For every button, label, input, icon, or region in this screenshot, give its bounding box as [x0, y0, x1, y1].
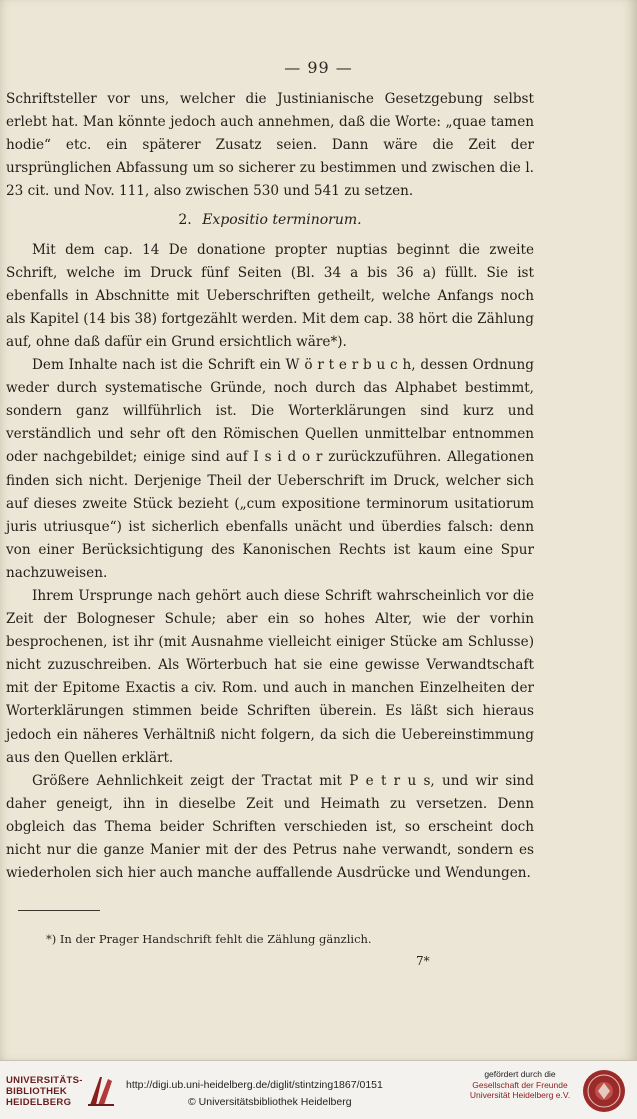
sponsor-line-2: Universität Heidelberg e.V.	[469, 1090, 571, 1100]
university-seal-icon	[582, 1069, 626, 1113]
footnote: *) In der Prager Handschrift fehlt die Zählung gänzlich.	[46, 932, 372, 946]
library-logo-icon[interactable]	[86, 1073, 116, 1107]
sponsor-line-1: Gesellschaft der Freunde	[472, 1079, 568, 1090]
permalink-url[interactable]: http://digi.ub.uni-heidelberg.de/diglit/stintzing1867/0151	[126, 1079, 383, 1091]
section-heading	[6, 209, 534, 232]
paragraph-3: Dem Inhalte nach ist die Schrift ein W ö r t e r b u c h, dessen Ordnung weder durch systematische Gründe, noch durch das Alphabet bestimmt, sondern ganz willführlich ist. Die Worterklärungen sind kurz und verständlich und sehr oft den Römischen Quellen unmittelbar entnommen oder nachgebildet; einige sind auf I s i d o r zurückzuführen. Allegationen finden sich nicht. Derjenige Theil der Ueberschrift im Druck, welcher sich auf dieses zweite Stück bezieht („cum expositione terminorum usitatiorum juris utriusque“) ist sicherlich ebenfalls unächt und überdies falsch: denn von einer Berücksichtigung des Kanonischen Rechts ist kaum eine Spur nachzuweisen.	[6, 357, 534, 581]
paragraph-1: Schriftsteller vor uns, welcher die Justinianische Gesetzgebung selbst erlebt hat. Man könnte jedoch auch annehmen, daß die Worte: „quae tamen hodie“ etc. ein späterer Zusatz seien. Dann wäre die Zeit der ursprünglichen Abfassung um so sicherer zu bestimmen und zwischen die l. 23 cit. und Nov. 111, also zwischen 530 und 541 zu setzen.	[6, 91, 534, 200]
library-name-line-2: BIBLIOTHEK	[6, 1086, 68, 1097]
body-text	[6, 88, 534, 885]
paragraph-4: Ihrem Ursprunge nach gehört auch diese Schrift wahrscheinlich vor die Zeit der Bologneser Schule; aber ein so hohes Alter, wie der vorhin besprochenen, ist ihr (mit Ausnahme vielleicht einiger Stücke am Schlusse) nicht zuzuschreiben. Als Wörterbuch hat sie eine gewisse Verwandtschaft mit der Epitome Exactis a civ. Rom. und auch in manchen Einzelheiten der Worterklärungen stimmen beide Schriften überein. Es läßt sich hieraus jedoch ein näheres Verhältniß nicht folgern, da sich die Uebereinstimmung aus den Quellen erklärt.	[6, 587, 534, 766]
section-title: Expositio terminorum.	[202, 212, 362, 229]
sponsor-by: gefördert durch die	[484, 1069, 556, 1079]
library-name-line-1: UNIVERSITÄTS-	[6, 1075, 83, 1086]
copyright-notice: © Universitätsbibliothek Heidelberg	[188, 1096, 352, 1108]
sponsor-credit[interactable]	[464, 1069, 576, 1101]
paragraph-2: Mit dem cap. 14 De donatione propter nuptias beginnt die zweite Schrift, welche im Druck fünf Seiten (Bl. 34 a bis 36 a) füllt. Sie ist ebenfalls in Abschnitte mit Ueberschriften getheilt, welche Anfangs noch als Kapitel (14 bis 38) fortgezählt werden. Mit dem cap. 38 hört die Zählung auf, ohne daß dafür ein Grund ersichtlich wäre*).	[6, 241, 535, 350]
viewer-footer	[0, 1060, 637, 1119]
paragraph-5: Größere Aehnlichkeit zeigt der Tractat mit P e t r u s, und wir sind daher geneigt, ihn in dieselbe Zeit und Heimath zu versetzen. Denn obgleich das Thema beider Schriften verschieden ist, so erscheint doch nicht nur die ganze Manier mit der des Petrus nahe verwandt, sondern es wiederholen sich hier auch manche auffallende Ausdrücke und Wendungen.	[6, 772, 534, 882]
printer-signature: 7*	[416, 954, 430, 968]
footnote-rule	[18, 910, 100, 911]
library-name[interactable]	[6, 1075, 86, 1108]
section-number: 2.	[178, 212, 192, 229]
library-name-line-3: HEIDELBERG	[6, 1097, 72, 1108]
page-number: — 99 —	[284, 58, 353, 77]
